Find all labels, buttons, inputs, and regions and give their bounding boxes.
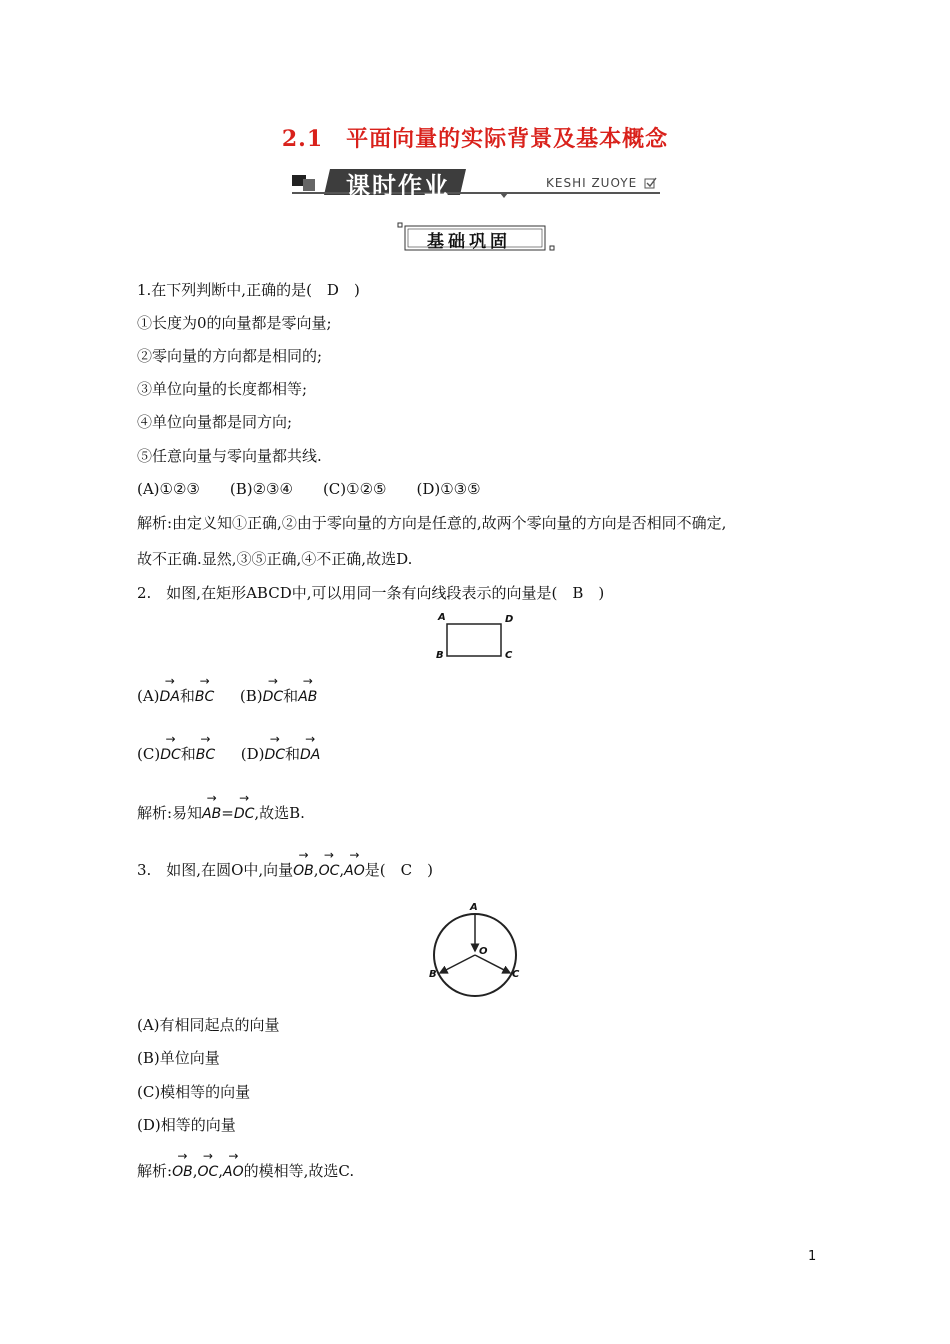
q2-option-d-and: 和 [285, 745, 301, 763]
q2-option-d-prefix: (D) [240, 745, 265, 763]
vector-oc: → OC [319, 858, 340, 882]
vector-bc: → BC [196, 742, 215, 766]
point-label-c: C [512, 969, 520, 980]
q2-stem: 2. 如图,在矩形ABCD中,可以用同一条有向线段表示的向量是( B ) [137, 584, 605, 602]
banner-label: 课时作业 [346, 172, 450, 200]
vector-dc: → DC [234, 801, 255, 825]
q2-option-a-prefix: (A) [137, 687, 160, 705]
q1-statement-1: ①长度为0的向量都是零向量; [137, 314, 332, 332]
q1-statement-2: ②零向量的方向都是相同的; [137, 347, 323, 365]
vector-ao: → AO [344, 858, 365, 882]
checkbox-icon [644, 176, 658, 190]
section-label: 基础巩固 [427, 232, 511, 252]
banner-sub: KESHI ZUOYE [546, 176, 638, 190]
vector-da: → DA [300, 742, 320, 766]
q2-rectangle-figure [432, 610, 522, 666]
q3-circle-figure [424, 900, 528, 1000]
q2-options-row-1 [137, 684, 317, 708]
point-label-b: B [429, 969, 437, 980]
vertex-label-d: D [505, 614, 514, 625]
vector-dc: → DC [160, 742, 181, 766]
comma: , [218, 1162, 224, 1180]
vertex-label-b: B [436, 650, 444, 661]
q2-option-c-prefix: (C) [137, 745, 161, 763]
q1-stem: 1.在下列判断中,正确的是( D ) [137, 281, 360, 299]
circle-diagram [424, 900, 528, 1000]
vector-ab: → AB [202, 801, 221, 825]
comma: , [313, 861, 319, 879]
vector-oc: → OC [197, 1159, 218, 1183]
q2-option-a-and: 和 [179, 687, 195, 705]
q2-options-row-2 [137, 742, 320, 766]
q3-solution-prefix: 解析: [137, 1162, 173, 1180]
q3-option-d: (D)相等的向量 [137, 1116, 236, 1134]
section-box [397, 222, 557, 254]
vector-dc: → DC [264, 742, 285, 766]
q3-solution-suffix: 的模相等,故选C. [243, 1162, 355, 1180]
q2-option-b-and: 和 [283, 687, 299, 705]
vertex-label-a: A [438, 612, 446, 623]
q3-solution [137, 1159, 354, 1183]
equals-sign: = [221, 804, 234, 822]
point-label-a: A [470, 902, 478, 913]
q3-stem [137, 858, 433, 882]
vector-ab: → AB [298, 684, 317, 708]
q2-solution [137, 801, 305, 825]
q1-statement-3: ③单位向量的长度都相等; [137, 380, 308, 398]
vector-ob: → OB [293, 858, 314, 882]
vector-dc: → DC [263, 684, 284, 708]
q2-option-c-and: 和 [180, 745, 196, 763]
q3-option-b: (B)单位向量 [137, 1049, 220, 1067]
vector-da: → DA [160, 684, 180, 708]
vector-ao: → AO [223, 1159, 244, 1183]
vector-bc: → BC [195, 684, 214, 708]
q3-stem-prefix: 3. 如图,在圆O中,向量 [137, 861, 294, 879]
comma: , [192, 1162, 198, 1180]
vector-ob: → OB [172, 1159, 193, 1183]
point-label-o: O [479, 946, 488, 957]
q3-option-c: (C)模相等的向量 [137, 1083, 251, 1101]
page-title: 2.1 平面向量的实际背景及基本概念 [281, 126, 669, 152]
q2-solution-prefix: 解析:易知 [137, 804, 203, 822]
q1-statement-4: ④单位向量都是同方向; [137, 413, 293, 431]
q1-solution-line-1: 解析:由定义知①正确,②由于零向量的方向是任意的,故两个零向量的方向是否相同不确定, [137, 514, 727, 532]
comma: , [339, 861, 345, 879]
vertex-label-c: C [505, 650, 513, 661]
q1-options: (A)①②③ (B)②③④ (C)①②⑤ (D)①③⑤ [137, 480, 481, 498]
q2-solution-suffix: ,故选B. [254, 804, 305, 822]
q1-statement-5: ⑤任意向量与零向量都共线. [137, 447, 322, 465]
q3-stem-suffix: 是( C ) [364, 861, 433, 879]
q3-option-a: (A)有相同起点的向量 [137, 1016, 280, 1034]
page-number: 1 [808, 1249, 817, 1264]
lesson-banner [290, 166, 662, 198]
q1-solution-line-2: 故不正确.显然,③⑤正确,④不正确,故选D. [137, 550, 413, 568]
q2-option-b-prefix: (B) [239, 687, 263, 705]
